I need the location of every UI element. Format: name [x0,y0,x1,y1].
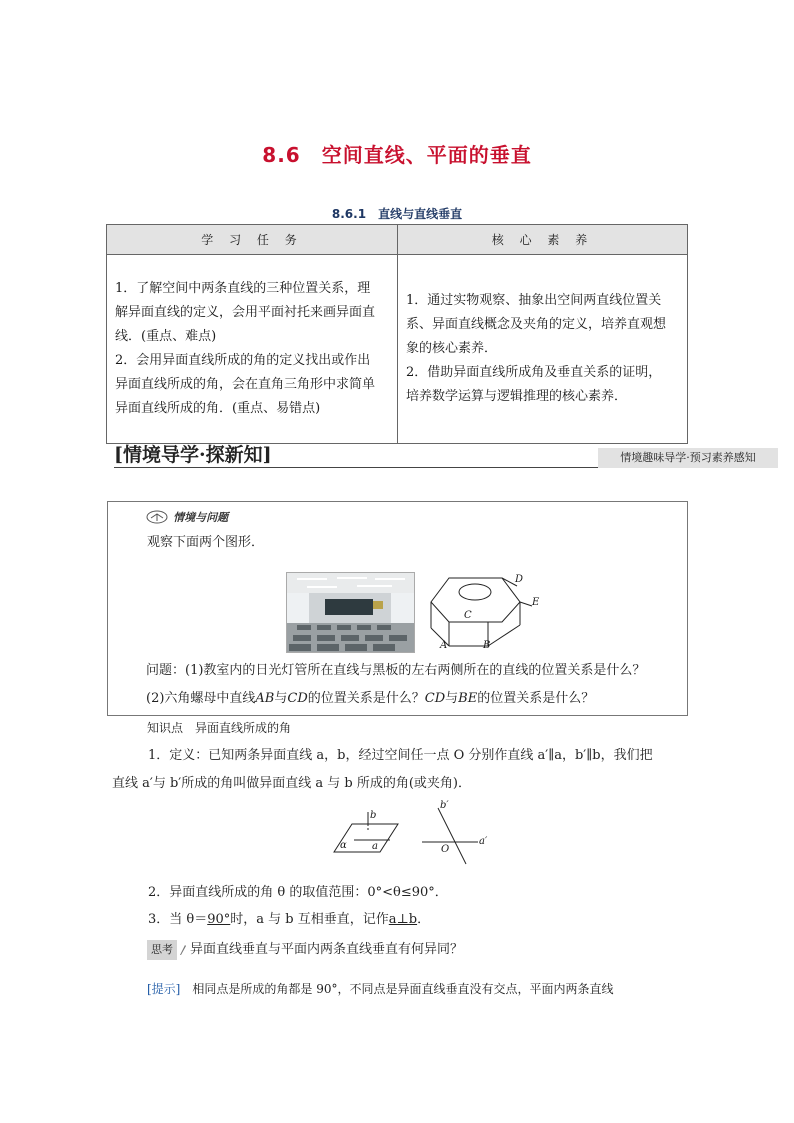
angle-diagram [420,800,492,866]
context-intro: 观察下面两个图形． [147,535,265,550]
nut-label-a: A [440,640,448,651]
goals-header-literacy: 核 心 素 养 [398,225,688,255]
hint-text: 相同点是所成的角都是 90°，不同点是异面直线垂直没有交点，平面内两条直线 [192,982,614,996]
fig-label-o: O [441,844,450,855]
definition-line-1: 1．定义：已知两条异面直线 a，b，经过空间任一点 O 分别作直线 a′∥a，b′∥b，我们把 [148,748,653,763]
goals-header-row [107,225,688,255]
tasks-line: 解异面直线的定义，会用平面衬托来画异面直 [115,305,376,320]
think-question: 异面直线垂直与平面内两条直线垂直有何异同？ [190,942,464,957]
think-badge: 思考 [147,940,177,960]
perp-text: 3．当 θ＝ [148,912,208,927]
fig-label-bprime: b′ [440,800,449,811]
angle-range: 2．异面直线所成的角 θ 的取值范围：0°<θ≤90°． [148,885,448,900]
context-heading-text: 情境与问题 [173,511,229,524]
hint-tag: [提示] [147,982,181,996]
q2-line-be: BE [458,691,478,706]
tasks-line: 1．了解空间中两条直线的三种位置关系，理 [115,281,371,296]
chapter-number: 8.6 [262,143,301,167]
tasks-line: 异面直线所成的角．(重点、易错点) [115,401,321,416]
hex-nut-figure [424,570,554,655]
q2-part: 与 [445,691,459,706]
perp-text: 时，a 与 b 互相垂直，记作 [230,912,389,927]
definition-line-2: 直线 a′与 b′所成的角叫做异面直线 a 与 b 所成的角(或夹角)． [112,776,471,791]
literacy-line: 1．通过实物观察、抽象出空间两直线位置关 [406,293,662,308]
context-question-1: 问题：(1)教室内的日光灯管所在直线与黑板的左右两侧所在的直线的位置关系是什么？ [146,663,646,678]
q2-line-cd: CD [287,691,308,706]
perpendicular-definition [148,910,430,930]
fig-label-alpha: α [340,840,347,851]
tasks-line: 2．会用异面直线所成的角的定义找出或作出 [115,353,371,368]
goals-header-tasks: 学 习 任 务 [107,225,398,255]
chapter-title-text: 空间直线、平面的垂直 [321,143,532,167]
literacy-line: 系、异面直线概念及夹角的定义，培养直观想 [406,317,667,332]
nut-label-d: D [515,574,524,585]
pencil-icon [179,944,187,956]
q2-part: 的位置关系是什么？ [477,691,595,706]
perp-notation: a⊥b [388,912,418,927]
knowledge-point-label: 知识点 异面直线所成的角 [147,721,292,735]
q2-part: 的位置关系是什么？ [307,691,425,706]
nut-label-e: E [532,597,540,608]
banner-title: [情境导学·探新知] [114,444,272,466]
section-title-text: 直线与直线垂直 [378,207,463,221]
goals-literacy-cell [398,255,688,444]
section-number: 8.6.1 [331,207,367,221]
section-title [0,205,794,222]
q2-part: 与 [274,691,288,706]
goals-tasks-cell [107,255,398,444]
fig-label-b: b [370,810,377,821]
context-box-heading [146,506,228,525]
q2-part: (2)六角螺母中直线 [146,691,256,706]
literacy-line: 象的核心素养． [406,341,498,356]
nut-label-c: C [464,610,472,621]
goals-table [106,224,688,444]
perp-value: 90° [207,912,231,927]
tasks-line: 异面直线所成的角，会在直角三角形中求简单 [115,377,376,392]
goals-body-row [107,255,688,444]
think-prompt [147,940,463,960]
intersecting-lines-figure [420,800,492,866]
context-question-2 [146,689,594,709]
perp-text: ． [417,912,431,927]
classroom-photo [286,572,415,653]
fig-label-a: a [372,841,378,852]
literacy-line: 2．借助异面直线所成角及垂直关系的证明， [406,365,662,380]
tasks-line: 线．(重点、难点) [115,329,217,344]
literacy-line: 培养数学运算与逻辑推理的核心素养． [406,389,628,404]
fig-label-aprime: a′ [479,836,488,847]
hint-line [147,980,613,997]
book-icon [146,510,168,524]
q2-line-ab: AB [255,691,275,706]
chapter-title [0,139,794,168]
banner-tag: 情境趣味导学·预习素养感知 [598,448,778,468]
skew-lines-plane-figure [332,808,402,856]
classroom-illustration [287,573,414,652]
q2-line-cd: CD [424,691,446,706]
nut-label-b: B [483,640,491,651]
